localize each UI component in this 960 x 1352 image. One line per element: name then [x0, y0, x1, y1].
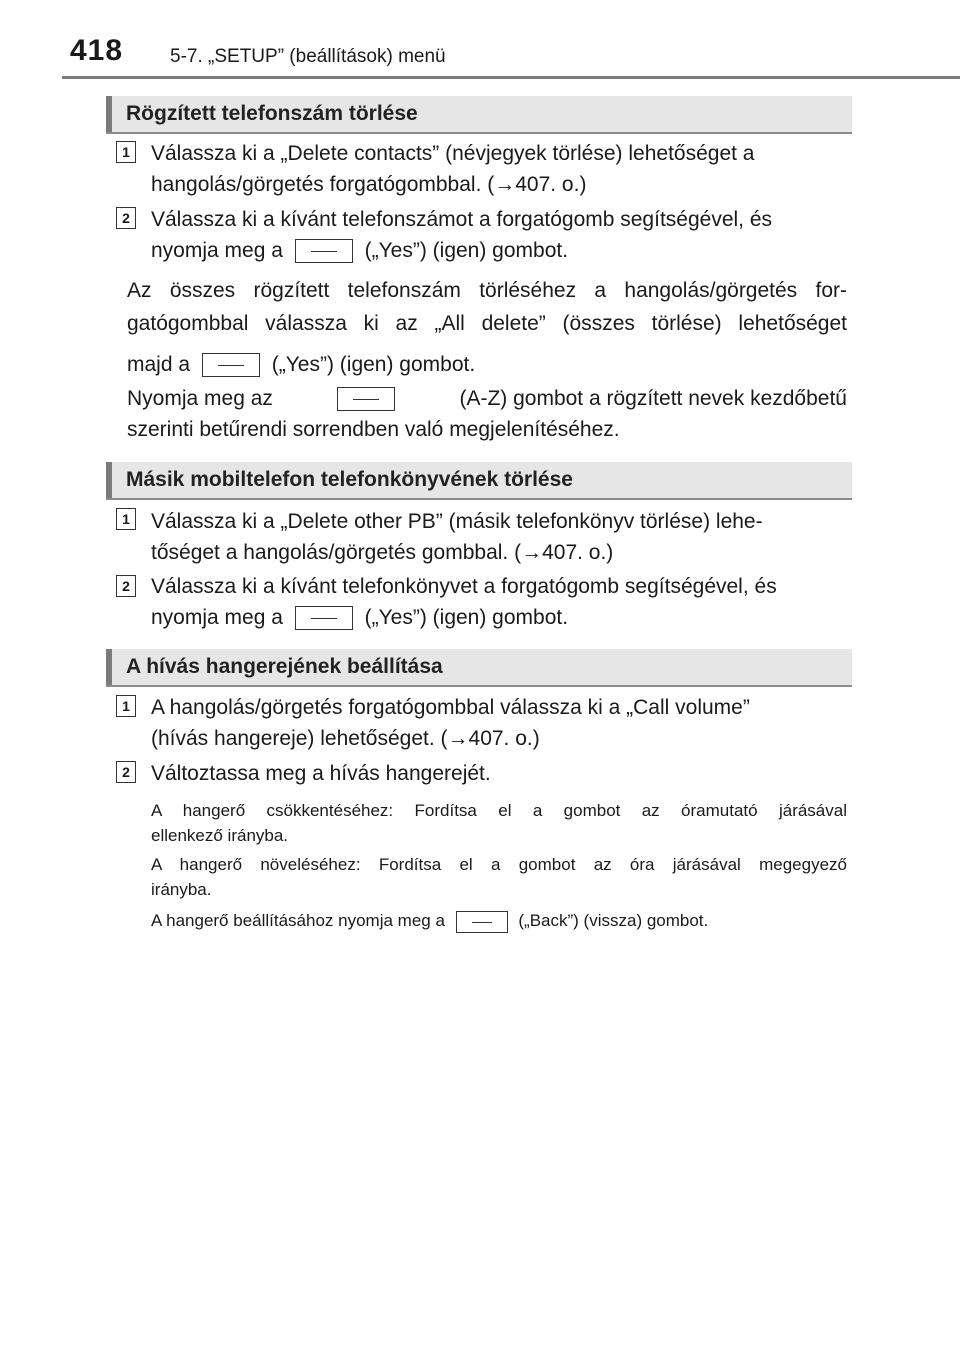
note-text-pre: A hangerő beállításához nyomja meg a — [151, 911, 445, 930]
paragraph-text-pre: majd a — [127, 353, 191, 376]
step-text-pre: nyomja meg a — [151, 606, 283, 629]
step-number-box: 2 — [116, 761, 136, 783]
step-text — [151, 692, 847, 754]
step-text-line — [151, 235, 847, 266]
note-increase-volume — [151, 852, 847, 902]
step-number-box: 2 — [116, 207, 136, 229]
note-text-post: („Back”) (vissza) gombot. — [518, 911, 709, 930]
step-text — [151, 571, 847, 633]
step-text-line: Válassza ki a „Delete contacts” (névjegyek törlése) lehetőséget a — [151, 142, 755, 165]
step-text — [151, 506, 847, 568]
step-text-line: (hívás hangereje) lehetőséget. (→407. o.) — [151, 727, 540, 750]
step-text-line: Válassza ki a „Delete other PB” (másik telefonkönyv törlése) lehe- — [151, 510, 763, 533]
az-button-icon — [337, 387, 395, 411]
paragraph-all-delete — [127, 274, 847, 381]
yes-button-icon — [295, 239, 353, 263]
header-divider — [62, 76, 960, 79]
paragraph-text-pre: Nyomja meg az — [127, 387, 273, 410]
step-number-box: 2 — [116, 575, 136, 597]
step-text-line: Változtassa meg a hívás hangerejét. — [151, 762, 491, 785]
section-heading-delete-phone-number — [106, 96, 852, 134]
paragraph-text-post: („Yes”) (igen) gombot. — [271, 353, 476, 376]
step-text-line: A hangolás/görgetés forgatógombbal válassza ki a „Call volume” — [151, 696, 750, 719]
note-line — [151, 908, 847, 933]
chapter-title: 5-7. „SETUP” (beállítások) menü — [170, 46, 446, 67]
section-heading-bar — [106, 462, 112, 498]
paragraph-text-post: (A-Z) gombot a rögzített nevek kezdőbetű — [459, 387, 847, 410]
step-text-post: („Yes”) (igen) gombot. — [364, 606, 569, 629]
note-line: ellenkező irányba. — [151, 826, 289, 845]
step-number-box: 1 — [116, 508, 136, 530]
paragraph-line: szerinti betűrendi sorrendben való megjelenítéséhez. — [127, 418, 620, 441]
yes-button-icon — [295, 606, 353, 630]
paragraph-line: Az összes rögzített telefonszám törléséhez a hangolás/görgetés for- — [127, 279, 847, 302]
step-number-box: 1 — [116, 695, 136, 717]
step-text-line: Válassza ki a kívánt telefonszámot a forgatógomb segítségével, és — [151, 208, 773, 231]
section-heading-bar — [106, 96, 112, 132]
note-line: A hangerő csökkentéséhez: Fordítsa el a gombot az óramutató járásával — [151, 801, 847, 820]
note-decrease-volume — [151, 798, 847, 848]
note-line: irányba. — [151, 880, 212, 899]
step-text — [151, 204, 847, 266]
step-number-box: 1 — [116, 141, 136, 163]
section-heading-delete-other-phonebook — [106, 462, 852, 500]
page-number: 418 — [70, 34, 124, 67]
yes-button-icon — [202, 353, 260, 377]
section-heading-bar — [106, 649, 112, 685]
step-text-line: hangolás/görgetés forgatógombbal. (→407. o.) — [151, 173, 587, 196]
note-set-volume — [151, 908, 847, 933]
note-line: A hangerő növeléséhez: Fordítsa el a gombot az óra járásával megegyező — [151, 855, 847, 874]
step-text-line: tőséget a hangolás/görgetés gombbal. (→407. o.) — [151, 541, 614, 564]
section-heading-call-volume — [106, 649, 852, 687]
step-text — [151, 138, 847, 200]
paragraph-az-sort — [127, 383, 847, 445]
paragraph-line: gatógombbal válassza ki az „All delete” (összes törlése) lehetőséget — [127, 312, 847, 335]
back-button-icon — [456, 911, 508, 933]
paragraph-line — [127, 348, 847, 381]
section-title: A hívás hangerejének beállítása — [126, 655, 443, 678]
paragraph-line — [127, 383, 847, 414]
section-title: Másik mobiltelefon telefonkönyvének törlése — [126, 468, 573, 491]
step-text — [151, 758, 847, 789]
section-title: Rögzített telefonszám törlése — [126, 102, 418, 125]
step-text-line: Válassza ki a kívánt telefonkönyvet a forgatógomb segítségével, és — [151, 575, 777, 598]
step-text-line — [151, 602, 847, 633]
step-text-pre: nyomja meg a — [151, 239, 283, 262]
page-header — [0, 0, 960, 80]
step-text-post: („Yes”) (igen) gombot. — [364, 239, 569, 262]
